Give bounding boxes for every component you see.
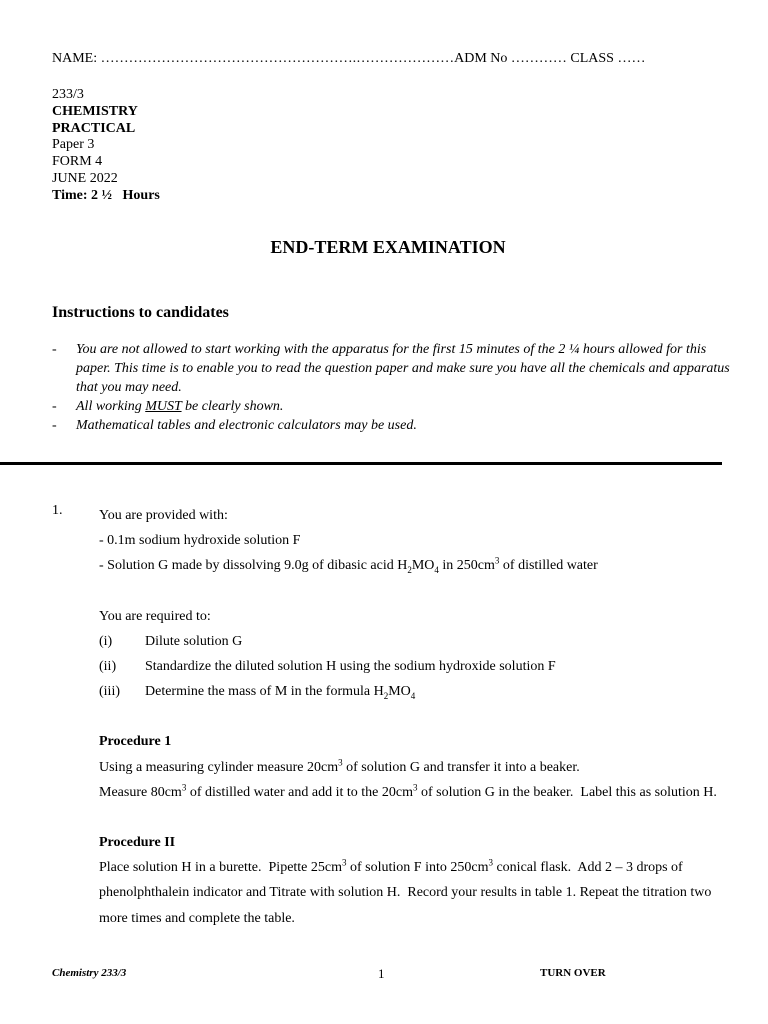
required-item bbox=[99, 679, 719, 704]
instruction-item bbox=[52, 416, 732, 435]
instruction-text: be clearly shown. bbox=[181, 399, 284, 414]
text-run: in 250cm bbox=[438, 558, 495, 574]
spacer bbox=[99, 704, 719, 729]
paper-code: 233/3 bbox=[52, 87, 84, 102]
provided-item: - 0.1m sodium hydroxide solution F bbox=[99, 533, 301, 549]
item-text: Dilute solution G bbox=[145, 633, 243, 649]
instruction-item bbox=[52, 340, 732, 397]
item-numeral: (ii) bbox=[99, 659, 117, 675]
instructions-heading: Instructions to candidates bbox=[52, 304, 229, 321]
subject-subtitle: PRACTICAL bbox=[52, 120, 136, 136]
text-run: MO bbox=[411, 558, 435, 574]
required-item bbox=[99, 629, 719, 654]
text-run: of distilled water bbox=[499, 558, 598, 574]
item-text: Standardize the diluted solution H using the sodium hydroxide solution F bbox=[145, 659, 556, 675]
text-run: of distilled water and add it to the 20cm bbox=[186, 784, 413, 800]
subscript: 4 bbox=[410, 691, 416, 702]
text-run: Measure 80cm bbox=[99, 784, 182, 800]
text-run: Determine the mass of M in the formula H bbox=[145, 684, 384, 700]
item-numeral: (i) bbox=[99, 633, 113, 649]
dash-bullet: - bbox=[52, 342, 57, 357]
superscript: 3 bbox=[181, 782, 187, 793]
instruction-text: Mathematical tables and electronic calculators may be used. bbox=[76, 418, 417, 433]
dash-bullet: - bbox=[52, 399, 57, 414]
footer-page-number: 1 bbox=[378, 966, 385, 981]
text-run: Using a measuring cylinder measure 20cm bbox=[99, 759, 339, 775]
subject-title: CHEMISTRY bbox=[52, 103, 138, 119]
item-text bbox=[145, 684, 416, 702]
question-body bbox=[99, 503, 719, 931]
instruction-item bbox=[52, 397, 732, 416]
superscript: 3 bbox=[494, 555, 500, 566]
instruction-text: All working bbox=[76, 399, 146, 414]
text-run: - Solution G made by dissolving 9.0g of dibasic acid H bbox=[99, 558, 408, 574]
instruction-text: You are not allowed to start working with the apparatus for the first 15 minutes of the 2 ¼ hours allowed for this paper. This time is to enable you to read the question paper and make sure you have all the chemicals and apparatus that you may need. bbox=[76, 342, 730, 395]
required-item bbox=[99, 654, 719, 679]
text-run: of solution G in the beaker. Label this as solution H. bbox=[417, 784, 717, 800]
footer-turn-over: TURN OVER bbox=[540, 967, 606, 979]
procedure-2-text bbox=[99, 855, 719, 931]
exam-date: JUNE 2022 bbox=[52, 170, 118, 186]
procedure-1-title: Procedure 1 bbox=[99, 734, 172, 750]
page-title: END-TERM EXAMINATION bbox=[270, 237, 506, 257]
paper-header bbox=[52, 87, 160, 205]
subscript: 4 bbox=[434, 565, 439, 576]
instructions-list bbox=[52, 340, 732, 435]
required-intro: You are required to: bbox=[99, 608, 211, 624]
spacer bbox=[99, 805, 719, 830]
provided-item bbox=[99, 553, 719, 578]
text-run: Place solution H in a burette. Pipette 25cm bbox=[99, 860, 343, 876]
exam-time: Time: 2 ½ Hours bbox=[52, 187, 160, 203]
text-run: of solution G and transfer it into a beaker. bbox=[342, 759, 580, 775]
superscript: 3 bbox=[412, 782, 418, 793]
subscript: 2 bbox=[407, 565, 412, 576]
paper-number: Paper 3 bbox=[52, 137, 95, 153]
question-number: 1. bbox=[52, 503, 63, 518]
superscript: 3 bbox=[488, 857, 493, 868]
name-adm-class-line: NAME: ……………………………………………….…………………ADM No ………… CLASS …… bbox=[52, 51, 646, 66]
procedure-2-title: Procedure II bbox=[99, 835, 176, 851]
instruction-emphasis: MUST bbox=[145, 399, 182, 414]
text-run: MO bbox=[388, 684, 411, 700]
superscript: 3 bbox=[342, 857, 347, 868]
procedure-1-line bbox=[99, 755, 719, 780]
spacer bbox=[99, 579, 719, 604]
footer-subject: Chemistry 233/3 bbox=[52, 967, 127, 979]
text-run: of solution F into 250cm bbox=[346, 860, 489, 876]
form-level: FORM 4 bbox=[52, 154, 103, 170]
item-numeral: (iii) bbox=[99, 684, 120, 700]
procedure-1-line bbox=[99, 780, 719, 805]
superscript: 3 bbox=[338, 756, 343, 767]
dash-bullet: - bbox=[52, 418, 57, 433]
section-divider bbox=[0, 462, 722, 465]
text-run: conical flask. Add 2 – 3 drops of phenolphthalein indicator and Titrate with solution H. Record your results in table 1. Repeat the titration two more times and complete the table. bbox=[99, 860, 715, 926]
provided-intro: You are provided with: bbox=[99, 508, 228, 523]
subscript: 2 bbox=[383, 691, 389, 702]
